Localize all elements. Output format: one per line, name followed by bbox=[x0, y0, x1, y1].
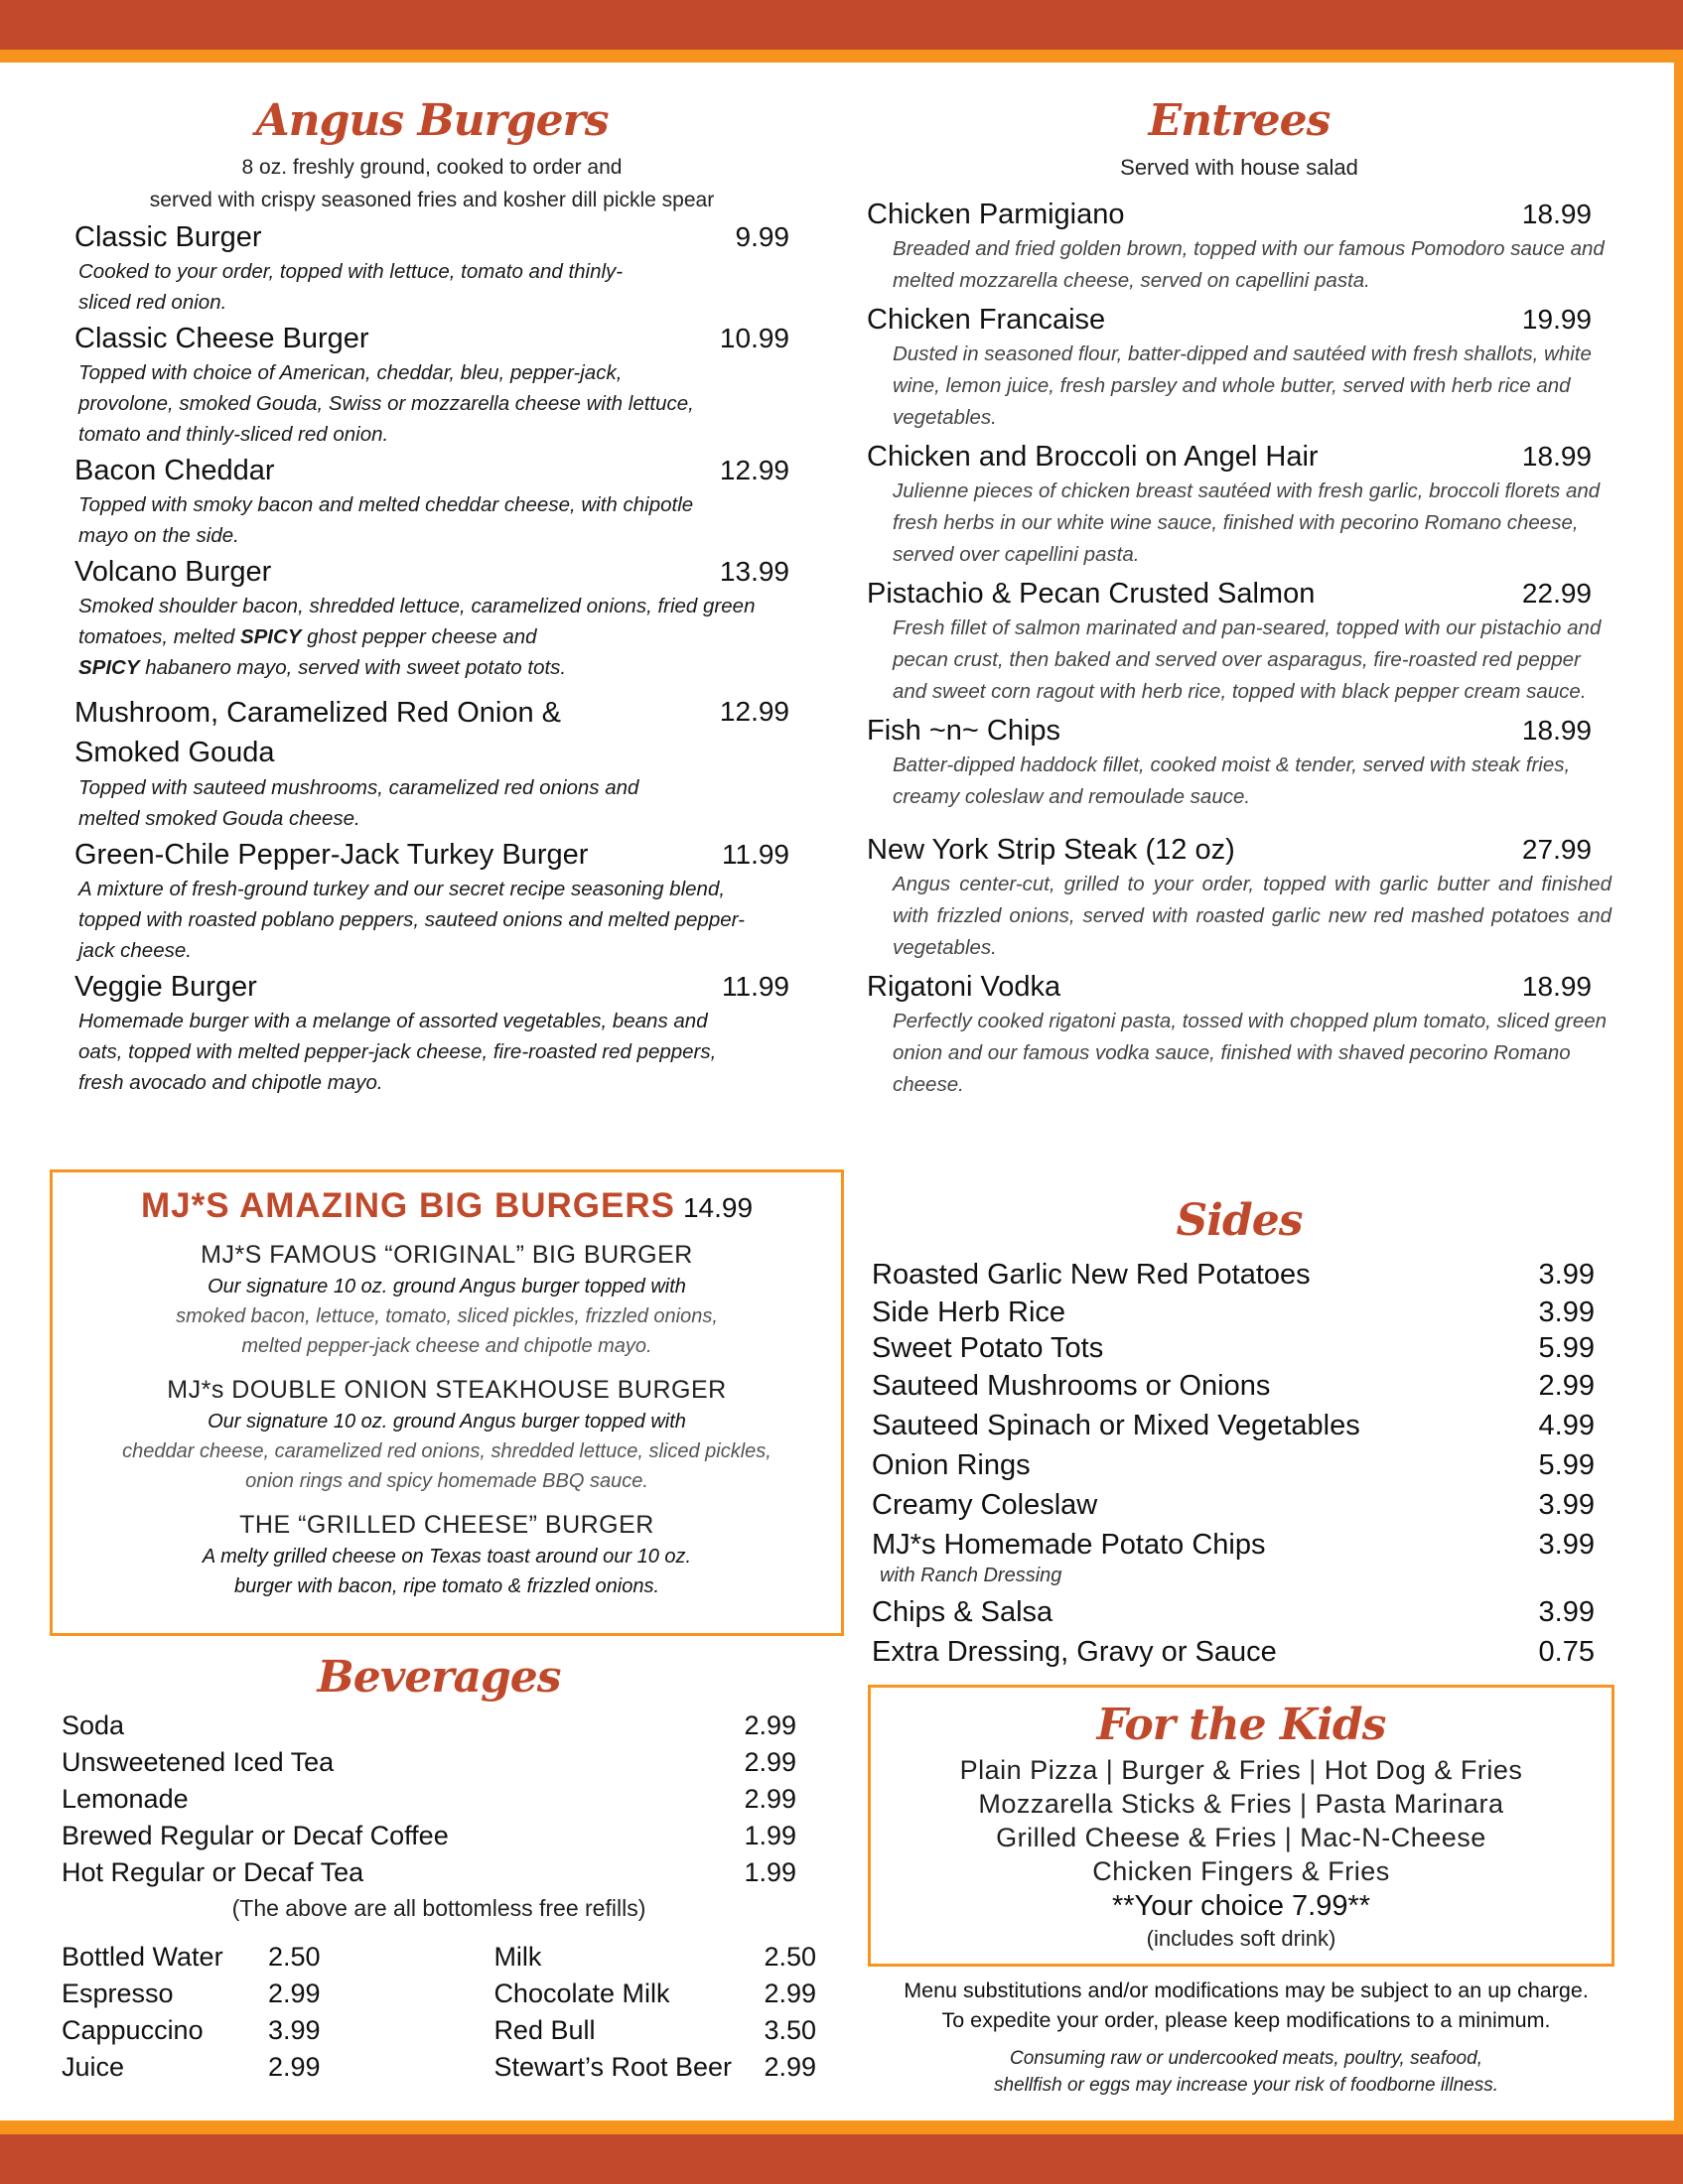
kids-option-line: Mozzarella Sticks & Fries | Pasta Marinara bbox=[978, 1789, 1504, 1819]
spicy-label: SPICY bbox=[239, 625, 302, 648]
big-burger-name: THE “GRILLED CHEESE” BURGER bbox=[239, 1511, 654, 1539]
menu-item bbox=[867, 196, 1612, 297]
bottom-rust-band bbox=[0, 2134, 1683, 2184]
item-description: Cooked to your order, topped with lettuce, tomato and thinly-sliced red onion. bbox=[78, 260, 624, 314]
item-price: 12.99 bbox=[719, 696, 789, 727]
item-name: New York Strip Steak (12 oz) bbox=[867, 834, 1235, 866]
side-item: Creamy Coleslaw 3.99 bbox=[872, 1489, 1595, 1521]
big-burgers-price: 14.99 bbox=[682, 1192, 754, 1223]
side-item: Side Herb Rice 3.99 bbox=[872, 1297, 1595, 1328]
item-description: Fresh fillet of salmon marinated and pan-seared, topped with our pistachio and pecan crust, then baked and served over asparagus, fire-roasted red pepper and sweet corn ragout with herb rice, topped with black pepper cream sauce. bbox=[893, 616, 1602, 703]
menu-item bbox=[74, 218, 789, 318]
big-burgers-box bbox=[50, 1169, 844, 1636]
beverage-item: Bottled Water 2.50 bbox=[62, 1942, 321, 1972]
menu-item bbox=[74, 553, 789, 683]
refill-note: (The above are all bottomless free refills) bbox=[231, 1895, 646, 1921]
item-name: Volcano Burger bbox=[74, 556, 272, 588]
side-item: Onion Rings 5.99 bbox=[872, 1449, 1595, 1481]
sides-section bbox=[872, 1191, 1607, 1672]
item-name: Mushroom, Caramelized Red Onion & Smoked Gouda bbox=[74, 697, 561, 768]
kids-option-line: Chicken Fingers & Fries bbox=[1092, 1856, 1390, 1886]
menu-item bbox=[74, 320, 789, 450]
item-price: 18.99 bbox=[1521, 199, 1592, 229]
spicy-label: SPICY bbox=[78, 656, 140, 679]
big-burger-description: A melty grilled cheese on Texas toast around our 10 oz. burger with bacon, ripe tomato & frizzled onions. bbox=[202, 1546, 692, 1597]
item-description: Angus center-cut, grilled to your order, topped with garlic butter and finished with frizzled onions, served with roasted garlic new red mashed potatoes and vegetables. bbox=[893, 873, 1612, 959]
menu-item bbox=[867, 438, 1612, 571]
menu-notes bbox=[864, 1976, 1628, 2099]
beverage-column-left bbox=[62, 1939, 321, 2086]
side-item: MJ*s Homemade Potato Chips 3.99 bbox=[872, 1529, 1595, 1561]
item-name: Chicken Francaise bbox=[867, 304, 1106, 336]
beverage-item: Stewart’s Root Beer 2.99 bbox=[493, 2052, 816, 2082]
health-warning: Consuming raw or undercooked meats, poultry, seafood, shellfish or eggs may increase your risk of foodborne illness. bbox=[994, 2048, 1498, 2096]
item-price: 11.99 bbox=[722, 839, 789, 870]
item-name: Fish ~n~ Chips bbox=[867, 715, 1061, 747]
side-item: Sauteed Mushrooms or Onions 2.99 bbox=[872, 1370, 1595, 1402]
menu-item bbox=[867, 712, 1612, 813]
item-price: 12.99 bbox=[719, 455, 789, 485]
substitution-note: Menu substitutions and/or modifications may be subject to an up charge. bbox=[904, 1979, 1589, 2002]
menu-item bbox=[74, 452, 789, 551]
item-description: Julienne pieces of chicken breast sautéed with fresh garlic, broccoli florets and fresh herbs in our white wine sauce, finished with pecorino Romano cheese, served over capellini pasta. bbox=[893, 479, 1601, 566]
big-burger-description: Our signature 10 oz. ground Angus burger topped with cheddar cheese, caramelized red onions, shredded lettuce, sliced pickles, onion rings and spicy homemade BBQ sauce. bbox=[122, 1411, 771, 1492]
menu-item bbox=[867, 301, 1612, 434]
item-price: 10.99 bbox=[719, 323, 789, 353]
substitution-note: To expedite your order, please keep modifications to a minimum. bbox=[941, 2008, 1551, 2032]
beverage-column-right bbox=[493, 1939, 816, 2086]
menu-item bbox=[74, 968, 789, 1098]
kids-note: (includes soft drink) bbox=[1146, 1926, 1336, 1951]
side-item: Sauteed Spinach or Mixed Vegetables 4.99 bbox=[872, 1410, 1595, 1441]
side-item-note: with Ranch Dressing bbox=[880, 1565, 1062, 1586]
section-title: For the Kids bbox=[1096, 1700, 1386, 1750]
beverage-item: Juice 2.99 bbox=[62, 2052, 321, 2082]
menu-item bbox=[74, 693, 789, 834]
section-subtitle: 8 oz. freshly ground, cooked to order and bbox=[241, 156, 623, 179]
beverage-item: Lemonade 2.99 bbox=[62, 1784, 796, 1814]
beverage-item: Cappuccino 3.99 bbox=[62, 2015, 321, 2045]
entrees-section bbox=[867, 91, 1612, 1105]
item-price: 11.99 bbox=[722, 971, 789, 1002]
section-subtitle: Served with house salad bbox=[1120, 155, 1358, 180]
big-burger-description: Our signature 10 oz. ground Angus burger topped with smoked bacon, lettuce, tomato, sliced pickles, frizzled onions, melted pepper-jack cheese and chipotle mayo. bbox=[176, 1276, 718, 1357]
beverage-item: Hot Regular or Decaf Tea 1.99 bbox=[62, 1857, 796, 1887]
beverage-item: Red Bull 3.50 bbox=[493, 2015, 816, 2045]
beverage-item: Chocolate Milk 2.99 bbox=[493, 1979, 816, 2008]
item-description: Smoked shoulder bacon, shredded lettuce, caramelized onions, fried green tomatoes, melted SPICY ghost pepper cheese and SPICY habanero mayo, served with sweet potato tots. bbox=[78, 595, 756, 679]
item-description: Homemade burger with a melange of assorted vegetables, beans and oats, topped with melted pepper-jack cheese, fire-roasted red peppers, fresh avocado and chipotle mayo. bbox=[78, 1010, 717, 1094]
kids-option-line: Grilled Cheese & Fries | Mac-N-Cheese bbox=[996, 1823, 1486, 1852]
big-burger-name: MJ*S FAMOUS “ORIGINAL” BIG BURGER bbox=[201, 1241, 693, 1269]
side-item: Extra Dressing, Gravy or Sauce 0.75 bbox=[872, 1636, 1595, 1668]
beverages-section bbox=[62, 1648, 816, 2086]
beverage-item: Brewed Regular or Decaf Coffee 1.99 bbox=[62, 1821, 796, 1850]
beverage-item: Milk 2.50 bbox=[493, 1942, 816, 1972]
item-price: 19.99 bbox=[1521, 304, 1592, 335]
item-name: Classic Burger bbox=[74, 221, 262, 253]
beverage-item: Unsweetened Iced Tea 2.99 bbox=[62, 1747, 796, 1777]
menu-item bbox=[867, 831, 1612, 964]
kids-price: **Your choice 7.99** bbox=[1111, 1890, 1371, 1922]
section-title: Beverages bbox=[317, 1652, 561, 1703]
item-description: Dusted in seasoned flour, batter-dipped and sautéed with fresh shallots, white wine, lemon juice, fresh parsley and whole butter, served with herb rice and vegetables. bbox=[893, 342, 1592, 429]
side-item: Sweet Potato Tots 5.99 bbox=[872, 1332, 1595, 1364]
item-price: 18.99 bbox=[1521, 441, 1592, 472]
item-description: Perfectly cooked rigatoni pasta, tossed with chopped plum tomato, sliced green onion and our famous vodka sauce, finished with shaved pecorino Romano cheese. bbox=[893, 1010, 1608, 1096]
item-description: Breaded and fried golden brown, topped with our famous Pomodoro sauce and melted mozzarella cheese, served on capellini pasta. bbox=[893, 237, 1605, 292]
item-name: Bacon Cheddar bbox=[74, 455, 275, 486]
top-orange-strip bbox=[0, 50, 1683, 63]
item-name: Pistachio & Pecan Crusted Salmon bbox=[867, 578, 1316, 610]
section-subtitle: served with crispy seasoned fries and kosher dill pickle spear bbox=[149, 189, 715, 211]
beverage-grid bbox=[62, 1939, 816, 2086]
menu-item bbox=[867, 575, 1612, 708]
item-name: Chicken and Broccoli on Angel Hair bbox=[867, 441, 1319, 473]
item-description: Topped with sauteed mushrooms, caramelized red onions and melted smoked Gouda cheese. bbox=[78, 776, 639, 830]
item-name: Chicken Parmigiano bbox=[867, 199, 1125, 230]
right-orange-border bbox=[1674, 50, 1683, 2134]
beverage-item: Soda 2.99 bbox=[62, 1710, 796, 1740]
top-rust-band bbox=[0, 0, 1683, 50]
bottom-orange-strip bbox=[0, 2120, 1683, 2134]
big-burger-name: MJ*s DOUBLE ONION STEAKHOUSE BURGER bbox=[167, 1376, 727, 1404]
angus-burgers-section bbox=[74, 91, 789, 1098]
item-description: Topped with smoky bacon and melted cheddar cheese, with chipotle mayo on the side. bbox=[78, 493, 694, 547]
big-burgers-title: MJ*S AMAZING BIG BURGERS 14.99 bbox=[140, 1186, 754, 1225]
side-item: Chips & Salsa 3.99 bbox=[872, 1596, 1595, 1628]
item-description: A mixture of fresh-ground turkey and our secret recipe seasoning blend, topped with roasted poblano peppers, sauteed onions and melted pepper-jack cheese. bbox=[78, 878, 745, 962]
section-title: Sides bbox=[1176, 1195, 1303, 1246]
item-price: 22.99 bbox=[1521, 578, 1592, 609]
beverage-item: Espresso 2.99 bbox=[62, 1979, 321, 2008]
item-name: Veggie Burger bbox=[74, 971, 257, 1003]
item-name: Green-Chile Pepper-Jack Turkey Burger bbox=[74, 839, 589, 871]
item-description: Topped with choice of American, cheddar, bleu, pepper-jack, provolone, smoked Gouda, Swiss or mozzarella cheese with lettuce, tomato and thinly-sliced red onion. bbox=[78, 361, 694, 446]
side-item: Roasted Garlic New Red Potatoes 3.99 bbox=[872, 1259, 1595, 1291]
item-price: 18.99 bbox=[1521, 971, 1592, 1002]
item-name: Classic Cheese Burger bbox=[74, 323, 369, 354]
item-price: 13.99 bbox=[719, 556, 789, 587]
menu-item bbox=[867, 968, 1612, 1101]
menu-item bbox=[74, 836, 789, 966]
section-title: Entrees bbox=[1148, 95, 1331, 146]
item-price: 27.99 bbox=[1521, 834, 1592, 865]
item-name: Rigatoni Vodka bbox=[867, 971, 1061, 1003]
item-price: 18.99 bbox=[1521, 715, 1592, 746]
kids-menu-box bbox=[868, 1685, 1614, 1967]
item-price: 9.99 bbox=[735, 221, 789, 252]
kids-option-line: Plain Pizza | Burger & Fries | Hot Dog & Fries bbox=[959, 1755, 1523, 1785]
item-description: Batter-dipped haddock fillet, cooked moist & tender, served with steak fries, creamy coleslaw and remoulade sauce. bbox=[893, 753, 1571, 808]
section-title: Angus Burgers bbox=[255, 95, 609, 146]
